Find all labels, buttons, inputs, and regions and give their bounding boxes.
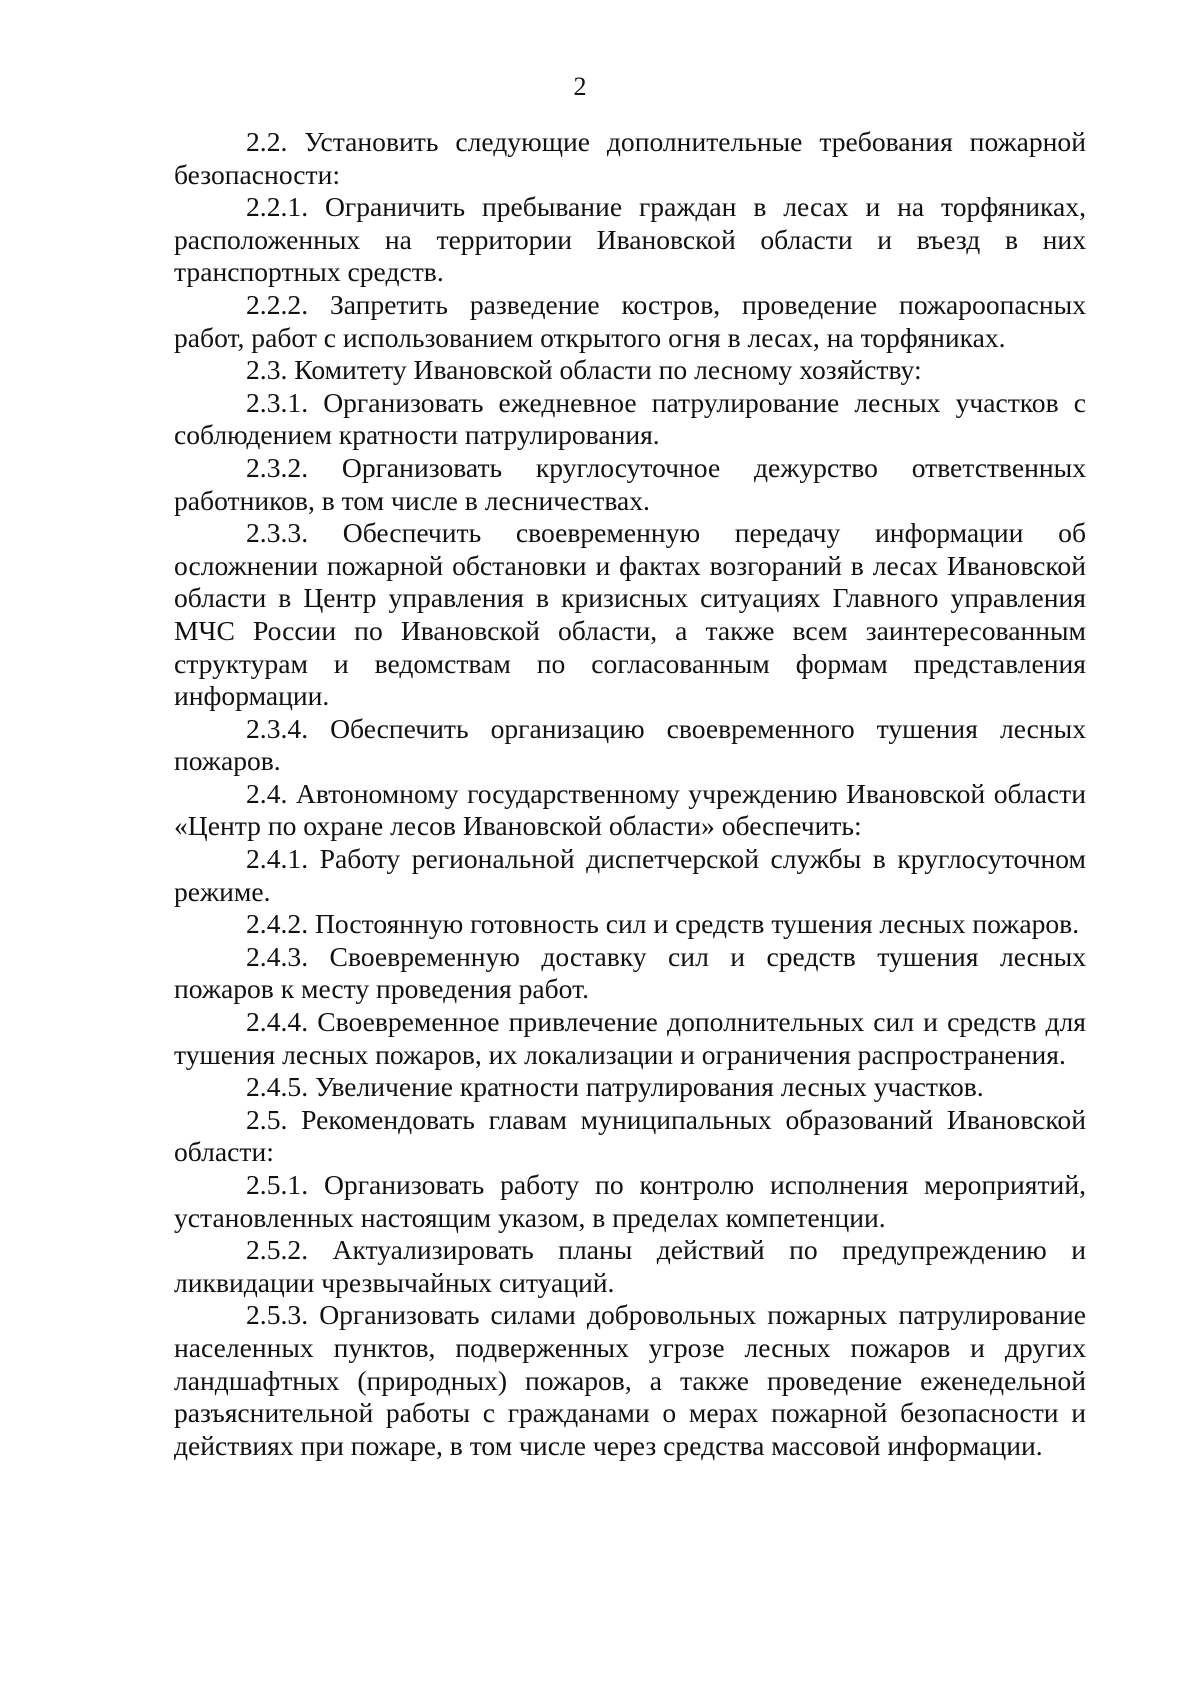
paragraph-2-4: 2.4. Автономному государственному учреждению Ивановской области «Центр по охране лесов Ивановской области» обеспечить: <box>174 777 1086 842</box>
document-body <box>174 126 1086 1462</box>
paragraph-2-3-4: 2.3.4. Обеспечить организацию своевременного тушения лесных пожаров. <box>174 712 1086 777</box>
paragraph-2-4-4: 2.4.4. Своевременное привлечение дополнительных сил и средств для тушения лесных пожаров, их локализации и ограничения распространения. <box>174 1006 1086 1070</box>
page-number: 2 <box>573 72 587 101</box>
paragraph-2-4-1: 2.4.1. Работу региональной диспетчерской службы в круглосуточном режиме. <box>174 843 1086 907</box>
paragraph-2-4-5: 2.4.5. Увеличение кратности патрулирования лесных участков. <box>246 1071 984 1103</box>
paragraph-2-3: 2.3. Комитету Ивановской области по лесному хозяйству: <box>246 354 922 386</box>
paragraph-2-5-3: 2.5.3. Организовать силами добровольных пожарных патрулирование населенных пунктов, подверженных угрозе лесных пожаров и других ландшафтных (природных) пожаров, а также проведение еженедельной разъяснительной работы с гражданами о мерах пожарной безопасности и действиях при пожаре, в том числе через средства массовой информации. <box>174 1299 1086 1461</box>
paragraph-2-4-2: 2.4.2. Постоянную готовность сил и средств тушения лесных пожаров. <box>246 908 1080 940</box>
paragraph-2-3-2: 2.3.2. Организовать круглосуточное дежурство ответственных работников, в том числе в лесничествах. <box>174 451 1086 516</box>
paragraph-2-4-3: 2.4.3. Своевременную доставку сил и средств тушения лесных пожаров к месту проведения работ. <box>174 940 1086 1005</box>
paragraph-2-2-1: 2.2.1. Ограничить пребывание граждан в лесах и на торфяниках, расположенных на территории Ивановской области и въезд в них транспортных средств. <box>174 191 1086 288</box>
paragraph-2-5-2: 2.5.2. Актуализировать планы действий по предупреждению и ликвидации чрезвычайных ситуаций. <box>174 1234 1086 1298</box>
paragraph-2-5: 2.5. Рекомендовать главам муниципальных образований Ивановской области: <box>174 1103 1086 1168</box>
paragraph-2-2-2: 2.2.2. Запретить разведение костров, проведение пожароопасных работ, работ с использованием открытого огня в лесах, на торфяниках. <box>174 288 1086 353</box>
paragraph-2-3-3: 2.3.3. Обеспечить своевременную передачу информации об осложнении пожарной обстановки и фактах возгораний в лесах Ивановской области в Центр управления в кризисных ситуациях Главного управления МЧС России по Ивановской области, а также всем заинтересованным структурам и ведомствам по согласованным формам представления информации. <box>174 517 1086 712</box>
paragraph-2-3-1: 2.3.1. Организовать ежедневное патрулирование лесных участков с соблюдением кратности патрулирования. <box>174 386 1086 451</box>
paragraph-2-5-1: 2.5.1. Организовать работу по контролю исполнения мероприятий, установленных настоящим указом, в пределах компетенции. <box>174 1169 1086 1233</box>
paragraph-2-2: 2.2. Установить следующие дополнительные требования пожарной безопасности: <box>174 126 1086 190</box>
